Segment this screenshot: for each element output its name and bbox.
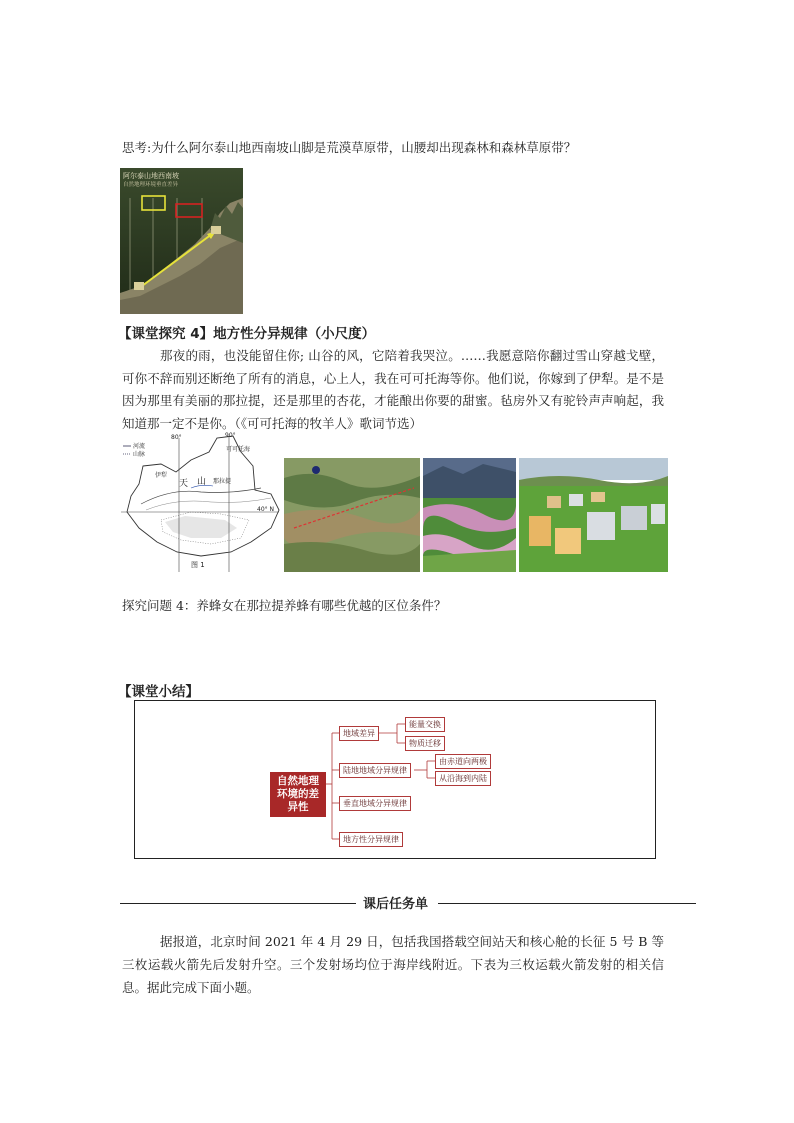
section-4-heading: 【课堂探究 4】地方性分异规律（小尺度） — [118, 326, 376, 342]
leaf-energy-exchange: 能量交换 — [405, 717, 445, 732]
legend-river: 河流 — [133, 443, 146, 450]
summary-heading: 【课堂小结】 — [118, 684, 199, 700]
apricot-blossom-drawing — [423, 458, 516, 572]
place-keketuohai: 可可托海 — [226, 446, 251, 453]
beehives-image — [519, 458, 668, 572]
branch-regional-difference: 地域差异 — [339, 726, 379, 741]
altai-slope-illustration — [120, 168, 243, 314]
place-nalati: 那拉提 — [213, 478, 232, 485]
satellite-terrain-drawing — [284, 458, 420, 572]
altai-slope-figure — [120, 168, 243, 314]
summary-mind-map — [134, 700, 656, 859]
lyrics-paragraph: 那夜的雨，也没能留住你; 山谷的风，它陪着我哭泣。……我愿意陪你翻过雪山穿越戈壁，可你不辞而别还断绝了所有的消息，心上人，我在可可托海等你。他们说，你嫁到了伊犁。是不是因为那里有美丽的那拉提，还是那里的杏花，才能酿出你要的甜蜜。毡房外又有驼铃声声响起，我知道那一定不是你。（《可可托海的牧羊人》歌词节选） — [122, 348, 664, 431]
longitude-80-label: 80° — [171, 434, 182, 441]
label-shan: 山 — [197, 477, 207, 487]
divider-left — [120, 903, 356, 904]
beehives-drawing — [519, 458, 668, 572]
mind-map-root: 自然地理环境的差异性 — [270, 772, 326, 817]
longitude-90-label: 90° — [225, 432, 236, 439]
satellite-terrain-image — [284, 458, 420, 572]
think-question: 思考:为什么阿尔泰山地西南坡山脚是荒漠草原带，山腰却出现森林和森林草原带？ — [122, 140, 577, 155]
altai-figure-subtitle: 自然地理环境垂直差异 — [123, 182, 179, 188]
legend-mountain: 山脉 — [133, 451, 146, 458]
label-tian: 天 — [179, 479, 189, 489]
leaf-equator-to-poles: 由赤道向两极 — [435, 754, 491, 769]
question-4: 探究问题 4：养蜂女在那拉提养蜂有哪些优越的区位条件？ — [122, 598, 447, 613]
latitude-40-label: 40° N — [257, 506, 275, 513]
place-yili: 伊犁 — [155, 472, 168, 479]
branch-vertical-zonal-law: 垂直地域分异规律 — [339, 796, 411, 811]
branch-land-zonal-law: 陆地地域分异规律 — [339, 763, 411, 778]
altai-figure-title: 阿尔泰山地西南坡 — [123, 172, 179, 180]
branch-local-zonal-law: 地方性分异规律 — [339, 832, 403, 847]
xinjiang-map — [121, 432, 283, 574]
homework-title: 课后任务单 — [363, 897, 429, 912]
xinjiang-map-drawing — [121, 432, 283, 574]
homework-text: 据报道，北京时间 2021 年 4 月 29 日，包括我国搭载空间站天和核心舱的长征 5 号 B 等三枚运载火箭先后发射升空。三个发射场均位于海岸线附近。下表为三枚运载火箭发射的相关信息。据此完成下面小题。 — [122, 934, 664, 995]
map-caption: 图 1 — [191, 561, 205, 569]
apricot-blossom-image — [423, 458, 516, 572]
divider-right — [438, 903, 696, 904]
leaf-material-migration: 物质迁移 — [405, 736, 445, 751]
leaf-coast-to-inland: 从沿海到内陆 — [435, 771, 491, 786]
